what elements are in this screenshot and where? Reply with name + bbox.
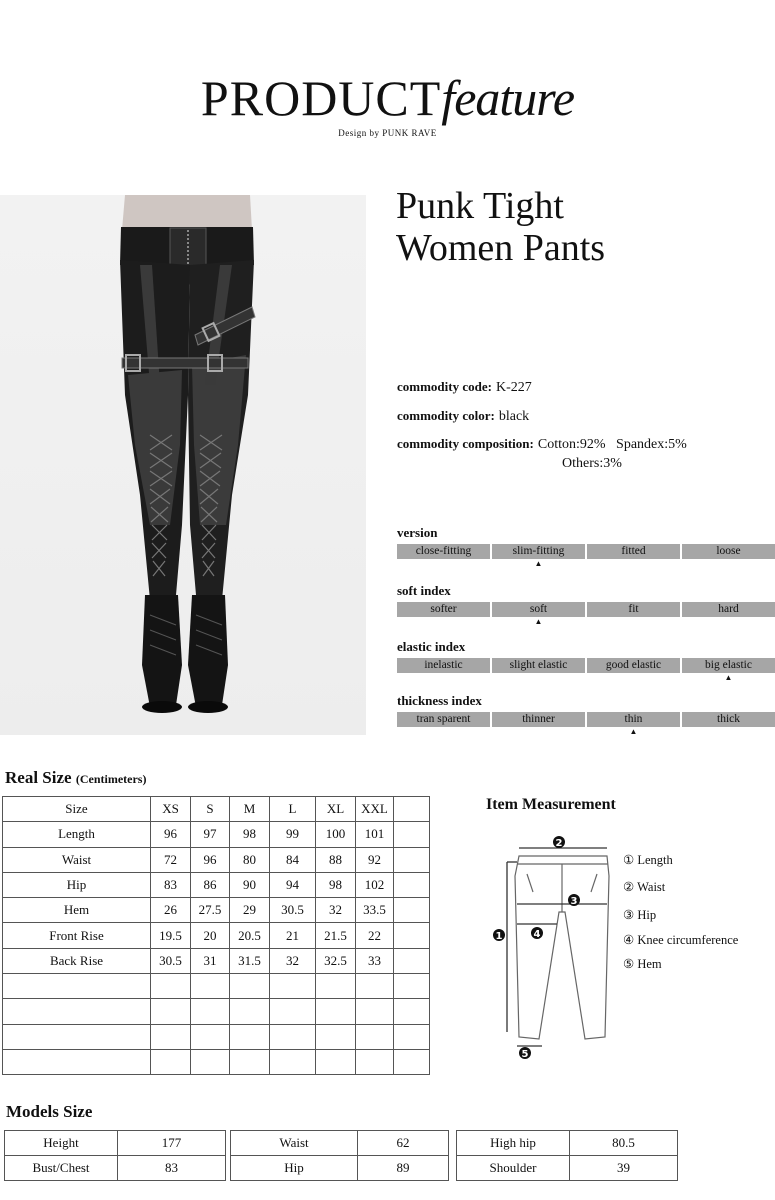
models-table-1 xyxy=(4,1130,226,1181)
size-table-cell: 33 xyxy=(356,948,394,973)
size-table-empty-cell xyxy=(394,948,430,973)
size-table-cell: 22 xyxy=(356,923,394,948)
index-bar-3 xyxy=(397,712,775,727)
size-table-empty-cell xyxy=(394,872,430,897)
models-table-row xyxy=(5,1156,226,1181)
size-table-empty-cell xyxy=(230,1049,270,1074)
size-table-cell: Hip xyxy=(3,872,151,897)
models-measure-value: 39 xyxy=(570,1156,678,1181)
models-table-row xyxy=(457,1156,678,1181)
size-table-cell: 29 xyxy=(230,898,270,923)
index-label-2: elastic index xyxy=(397,639,466,654)
size-table-empty-cell xyxy=(151,1049,191,1074)
models-measure-value: 80.5 xyxy=(570,1131,678,1156)
index-bar-2 xyxy=(397,658,775,673)
size-table-empty-row xyxy=(3,999,430,1024)
real-size-title-text: Real Size xyxy=(5,768,72,787)
size-table-empty-cell xyxy=(394,822,430,847)
size-table-cell: XXL xyxy=(356,797,394,822)
size-table-empty-cell xyxy=(356,974,394,999)
models-measure-value: 89 xyxy=(358,1156,449,1181)
index-option: soft xyxy=(492,602,585,617)
diagram-marker-4: 4 xyxy=(533,929,541,940)
size-table-cell: Size xyxy=(3,797,151,822)
models-table-2 xyxy=(230,1130,449,1181)
commodity-composition-line1: Cotton:92% Spandex:5% xyxy=(537,437,687,452)
size-table-row xyxy=(3,923,430,948)
index-option: thick xyxy=(682,712,775,727)
pants-model-illustration xyxy=(0,195,366,735)
size-table-cell: Back Rise xyxy=(3,948,151,973)
size-table-empty-cell xyxy=(316,999,356,1024)
index-selected-marker: ▲ xyxy=(534,617,543,626)
size-table-cell: 96 xyxy=(151,822,191,847)
size-table-cell: 30.5 xyxy=(151,948,191,973)
commodity-composition xyxy=(397,436,687,453)
real-size-title xyxy=(5,768,146,788)
size-table-cell: S xyxy=(191,797,230,822)
header-title-product: PRODUCT xyxy=(200,70,442,126)
commodity-composition-label: commodity composition: xyxy=(397,436,534,451)
size-table-cell: 19.5 xyxy=(151,923,191,948)
models-table-row xyxy=(231,1156,449,1181)
size-table-cell: 27.5 xyxy=(191,898,230,923)
size-table-empty-cell xyxy=(230,1024,270,1049)
size-table-empty-cell xyxy=(3,999,151,1024)
size-table-cell: 88 xyxy=(316,847,356,872)
size-table-cell: 98 xyxy=(316,872,356,897)
size-table-cell: 31 xyxy=(191,948,230,973)
size-table xyxy=(2,796,430,1075)
models-measure-label: Height xyxy=(5,1131,118,1156)
size-table-header xyxy=(3,797,430,822)
index-bar-1 xyxy=(397,602,775,617)
size-table-empty-cell xyxy=(394,898,430,923)
size-table-empty-cell xyxy=(394,974,430,999)
size-table-cell: 21 xyxy=(270,923,316,948)
header-title-feature: feature xyxy=(441,70,575,126)
index-label-1: soft index xyxy=(397,583,451,598)
index-option: hard xyxy=(682,602,775,617)
product-title-line1: Punk Tight xyxy=(396,185,564,227)
product-title-line2: Women Pants xyxy=(396,227,606,269)
size-table-cell: XL xyxy=(316,797,356,822)
size-table-cell: L xyxy=(270,797,316,822)
size-table-empty-cell xyxy=(3,1049,151,1074)
header-subtitle: Design by PUNK RAVE xyxy=(338,128,437,138)
index-option: good elastic xyxy=(587,658,680,673)
commodity-composition-extra xyxy=(562,455,622,472)
size-table-empty-cell xyxy=(356,1024,394,1049)
size-table-empty-cell xyxy=(356,999,394,1024)
models-measure-label: Waist xyxy=(231,1131,358,1156)
size-table-empty-row xyxy=(3,974,430,999)
size-table-row xyxy=(3,872,430,897)
index-option: fitted xyxy=(587,544,680,559)
diagram-marker-5: 5 xyxy=(521,1049,529,1060)
diagram-marker-3: 3 xyxy=(570,896,578,907)
page-header-title xyxy=(0,68,775,128)
size-table-cell: Hem xyxy=(3,898,151,923)
size-table-cell: 92 xyxy=(356,847,394,872)
index-option: tran sparent xyxy=(397,712,490,727)
index-option: close-fitting xyxy=(397,544,490,559)
size-table-empty-cell xyxy=(191,974,230,999)
models-table-row xyxy=(5,1131,226,1156)
models-measure-value: 83 xyxy=(118,1156,226,1181)
size-table-cell: Front Rise xyxy=(3,923,151,948)
size-table-cell: Waist xyxy=(3,847,151,872)
commodity-color xyxy=(397,408,529,425)
size-table-cell: 96 xyxy=(191,847,230,872)
index-label-3: thickness index xyxy=(397,693,482,708)
size-table-empty-cell xyxy=(3,1024,151,1049)
size-table-cell: 31.5 xyxy=(230,948,270,973)
size-table-empty-cell xyxy=(394,1049,430,1074)
measurement-item-length: ① Length xyxy=(623,853,673,867)
commodity-color-label: commodity color: xyxy=(397,408,495,423)
measurement-item-knee: ④ Knee circumference xyxy=(623,933,739,947)
commodity-code-label: commodity code: xyxy=(397,379,492,394)
size-table-empty-cell xyxy=(230,999,270,1024)
commodity-composition-line2: Others:3% xyxy=(562,456,622,471)
models-measure-label: High hip xyxy=(457,1131,570,1156)
index-option: inelastic xyxy=(397,658,490,673)
size-table-cell: 99 xyxy=(270,822,316,847)
index-option: thin xyxy=(587,712,680,727)
size-table-empty-cell xyxy=(270,1024,316,1049)
diagram-marker-1: 1 xyxy=(495,931,503,942)
product-photo xyxy=(0,195,366,735)
size-table-cell: 80 xyxy=(230,847,270,872)
size-table-cell: 26 xyxy=(151,898,191,923)
size-table-row xyxy=(3,822,430,847)
real-size-unit: (Centimeters) xyxy=(75,772,147,786)
size-table-empty-cell xyxy=(394,797,430,822)
size-table-empty-cell xyxy=(394,847,430,872)
size-table-empty-cell xyxy=(191,999,230,1024)
size-table-empty-cell xyxy=(270,1049,316,1074)
index-option: loose xyxy=(682,544,775,559)
size-table-cell: 83 xyxy=(151,872,191,897)
size-table-cell: 86 xyxy=(191,872,230,897)
commodity-code-value: K-227 xyxy=(495,380,532,395)
size-table-empty-cell xyxy=(394,923,430,948)
measurement-item-hem: ⑤ Hem xyxy=(623,957,662,971)
models-table-row xyxy=(457,1131,678,1156)
size-table-empty-cell xyxy=(270,974,316,999)
models-size-title: Models Size xyxy=(6,1102,93,1121)
models-measure-value: 177 xyxy=(118,1131,226,1156)
size-table-cell: 100 xyxy=(316,822,356,847)
size-table-cell: 21.5 xyxy=(316,923,356,948)
models-table-row xyxy=(231,1131,449,1156)
models-measure-label: Bust/Chest xyxy=(5,1156,118,1181)
size-table-cell: 98 xyxy=(230,822,270,847)
size-table-row xyxy=(3,898,430,923)
size-table-cell: 32 xyxy=(316,898,356,923)
size-table-empty-cell xyxy=(151,974,191,999)
size-table-empty-row xyxy=(3,1024,430,1049)
index-option: softer xyxy=(397,602,490,617)
measurement-item-hip: ③ Hip xyxy=(623,908,657,922)
size-table-empty-row xyxy=(3,1049,430,1074)
index-label-0: version xyxy=(397,525,438,540)
size-table-empty-cell xyxy=(316,1024,356,1049)
size-table-cell: 94 xyxy=(270,872,316,897)
product-title xyxy=(396,185,605,269)
item-measurement-title: Item Measurement xyxy=(486,796,616,813)
size-table-cell: 30.5 xyxy=(270,898,316,923)
size-table-cell: XS xyxy=(151,797,191,822)
index-option: slight elastic xyxy=(492,658,585,673)
size-table-empty-cell xyxy=(270,999,316,1024)
size-table-cell: 33.5 xyxy=(356,898,394,923)
size-table-empty-cell xyxy=(151,999,191,1024)
size-table-empty-cell xyxy=(191,1024,230,1049)
diagram-marker-2: 2 xyxy=(555,838,563,849)
index-selected-marker: ▲ xyxy=(534,559,543,568)
size-table-row xyxy=(3,847,430,872)
size-table-cell: 101 xyxy=(356,822,394,847)
size-table-cell: 97 xyxy=(191,822,230,847)
models-measure-label: Hip xyxy=(231,1156,358,1181)
size-table-empty-cell xyxy=(151,1024,191,1049)
commodity-code xyxy=(397,379,532,396)
models-measure-value: 62 xyxy=(358,1131,449,1156)
measurement-diagram xyxy=(487,832,617,1064)
index-bar-0 xyxy=(397,544,775,559)
size-table-empty-cell xyxy=(230,974,270,999)
size-table-cell: 72 xyxy=(151,847,191,872)
size-table-empty-cell xyxy=(394,1024,430,1049)
size-table-cell: 20.5 xyxy=(230,923,270,948)
size-table-cell: 32 xyxy=(270,948,316,973)
size-table-empty-cell xyxy=(394,999,430,1024)
size-table-empty-cell xyxy=(316,974,356,999)
index-option: slim-fitting xyxy=(492,544,585,559)
commodity-color-value: black xyxy=(498,409,530,424)
size-table-row xyxy=(3,948,430,973)
size-table-cell: 90 xyxy=(230,872,270,897)
size-table-cell: 102 xyxy=(356,872,394,897)
index-selected-marker: ▲ xyxy=(724,673,733,682)
index-option: thinner xyxy=(492,712,585,727)
size-table-empty-cell xyxy=(316,1049,356,1074)
size-table-cell: Length xyxy=(3,822,151,847)
size-table-cell: 20 xyxy=(191,923,230,948)
index-selected-marker: ▲ xyxy=(629,727,638,736)
size-table-cell: 32.5 xyxy=(316,948,356,973)
size-table-empty-cell xyxy=(191,1049,230,1074)
index-option: big elastic xyxy=(682,658,775,673)
models-table-3 xyxy=(456,1130,678,1181)
size-table-empty-cell xyxy=(356,1049,394,1074)
models-measure-label: Shoulder xyxy=(457,1156,570,1181)
size-table-cell: M xyxy=(230,797,270,822)
measurement-item-waist: ② Waist xyxy=(623,880,666,894)
size-table-empty-cell xyxy=(3,974,151,999)
index-option: fit xyxy=(587,602,680,617)
size-table-cell: 84 xyxy=(270,847,316,872)
